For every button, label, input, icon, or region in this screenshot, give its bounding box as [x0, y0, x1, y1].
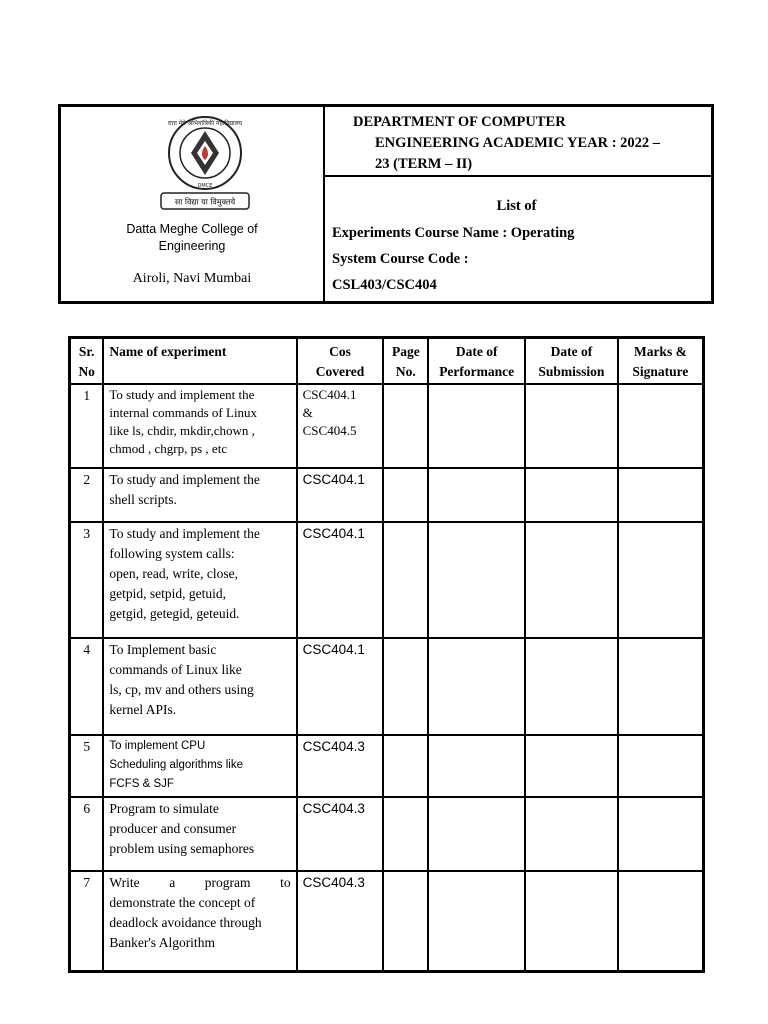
row-marks[interactable] — [618, 735, 704, 797]
row-cos: CSC404.1 & CSC404.5 — [297, 384, 384, 468]
row-performance-date[interactable] — [428, 638, 525, 735]
table-row — [70, 797, 704, 871]
row-experiment-name: Program to simulate producer and consumer problem using semaphores — [103, 797, 296, 871]
row-page[interactable] — [383, 871, 428, 971]
row-marks[interactable] — [618, 871, 704, 971]
table-row — [70, 735, 704, 797]
row-page[interactable] — [383, 638, 428, 735]
department-cell — [325, 107, 711, 177]
course-line2: System Course Code : — [332, 251, 469, 267]
row-marks[interactable] — [618, 468, 704, 522]
row7-word-1: Write — [109, 875, 140, 890]
row-experiment-name: To Implement basic commands of Linux like ls, cp, mv and others using kernel APIs. — [103, 638, 296, 735]
experiments-table — [68, 336, 705, 973]
row-sr: 5 — [70, 735, 104, 797]
department-line2: ENGINEERING ACADEMIC YEAR : 2022 – — [375, 135, 661, 151]
college-name-line1: Datta Meghe College of — [126, 222, 258, 236]
row-experiment-name: To study and implement the shell scripts. — [103, 468, 296, 522]
college-name-line2: Engineering — [158, 239, 226, 253]
row-cos: CSC404.3 — [297, 735, 384, 797]
table-row — [70, 468, 704, 522]
college-city: Airoli, Navi Mumbai — [132, 271, 252, 286]
row-experiment-name: Write a program to demonstrate the concept of deadlock avoidance through Banker's Algorithm — [103, 871, 296, 971]
header-marks: Marks & Signature — [618, 338, 704, 385]
college-logo-icon — [155, 113, 255, 213]
row-page[interactable] — [383, 468, 428, 522]
row-sr: 3 — [70, 522, 104, 638]
row-marks[interactable] — [618, 522, 704, 638]
row-marks[interactable] — [618, 797, 704, 871]
row-sr: 6 — [70, 797, 104, 871]
course-info — [332, 197, 701, 302]
row-performance-date[interactable] — [428, 871, 525, 971]
header-performance: Date of Performance — [428, 338, 525, 385]
row-sr: 1 — [70, 384, 104, 468]
row-marks[interactable] — [618, 384, 704, 468]
row-sr: 4 — [70, 638, 104, 735]
row-experiment-name: To study and implement the following system calls: open, read, write, close, getpid, setpid, getuid, getgid, getegid, geteuid. — [103, 522, 296, 638]
row-submission-date[interactable] — [525, 468, 618, 522]
row7-word-3: program — [204, 875, 251, 890]
list-title: List of — [496, 198, 537, 214]
course-line3: CSL403/CSC404 — [332, 277, 437, 293]
logo-motto: सा विद्या या विमुक्तये — [174, 197, 236, 207]
row-marks[interactable] — [618, 638, 704, 735]
course-line1: Experiments Course Name : Operating — [332, 225, 575, 241]
row-submission-date[interactable] — [525, 797, 618, 871]
table-header-row — [70, 338, 704, 385]
header-page: Page No. — [383, 338, 428, 385]
department-line3: 23 (TERM – II) — [375, 156, 473, 172]
table-row — [70, 522, 704, 638]
header-submission: Date of Submission — [525, 338, 618, 385]
row-page[interactable] — [383, 735, 428, 797]
row-experiment-name: To implement CPU Scheduling algorithms like FCFS & SJF — [103, 735, 296, 797]
row-submission-date[interactable] — [525, 638, 618, 735]
row-performance-date[interactable] — [428, 735, 525, 797]
row-performance-date[interactable] — [428, 384, 525, 468]
college-cell — [61, 107, 325, 301]
row-submission-date[interactable] — [525, 871, 618, 971]
row-sr: 7 — [70, 871, 104, 971]
row-cos: CSC404.1 — [297, 638, 384, 735]
header-box — [58, 104, 714, 304]
row-cos: CSC404.1 — [297, 468, 384, 522]
table-row — [70, 871, 704, 971]
department-title — [353, 112, 683, 175]
row-cos: CSC404.3 — [297, 871, 384, 971]
row-performance-date[interactable] — [428, 797, 525, 871]
row-performance-date[interactable] — [428, 522, 525, 638]
course-cell — [325, 107, 711, 301]
table-row — [70, 384, 704, 468]
row-submission-date[interactable] — [525, 735, 618, 797]
row7-word-2: a — [169, 875, 176, 890]
row-page[interactable] — [383, 522, 428, 638]
row-page[interactable] — [383, 384, 428, 468]
logo-initials: DMCE — [197, 183, 213, 189]
college-name — [61, 221, 323, 255]
row-sr: 2 — [70, 468, 104, 522]
department-line1: DEPARTMENT OF COMPUTER — [353, 114, 566, 130]
row-cos: CSC404.3 — [297, 797, 384, 871]
header-name: Name of experiment — [103, 338, 296, 385]
row-submission-date[interactable] — [525, 522, 618, 638]
logo-ring-text: दत्ता मेघे अभियांत्रिकी महाविद्यालय — [167, 120, 243, 127]
row-performance-date[interactable] — [428, 468, 525, 522]
header-sr: Sr. No — [70, 338, 104, 385]
row-experiment-name: To study and implement the internal commands of Linux like ls, chdir, mkdir,chown , chmod , chgrp, ps , etc — [103, 384, 296, 468]
table-row — [70, 638, 704, 735]
row-cos: CSC404.1 — [297, 522, 384, 638]
row7-word-4: to — [280, 875, 291, 890]
row-page[interactable] — [383, 797, 428, 871]
row-submission-date[interactable] — [525, 384, 618, 468]
header-cos: Cos Covered — [297, 338, 384, 385]
